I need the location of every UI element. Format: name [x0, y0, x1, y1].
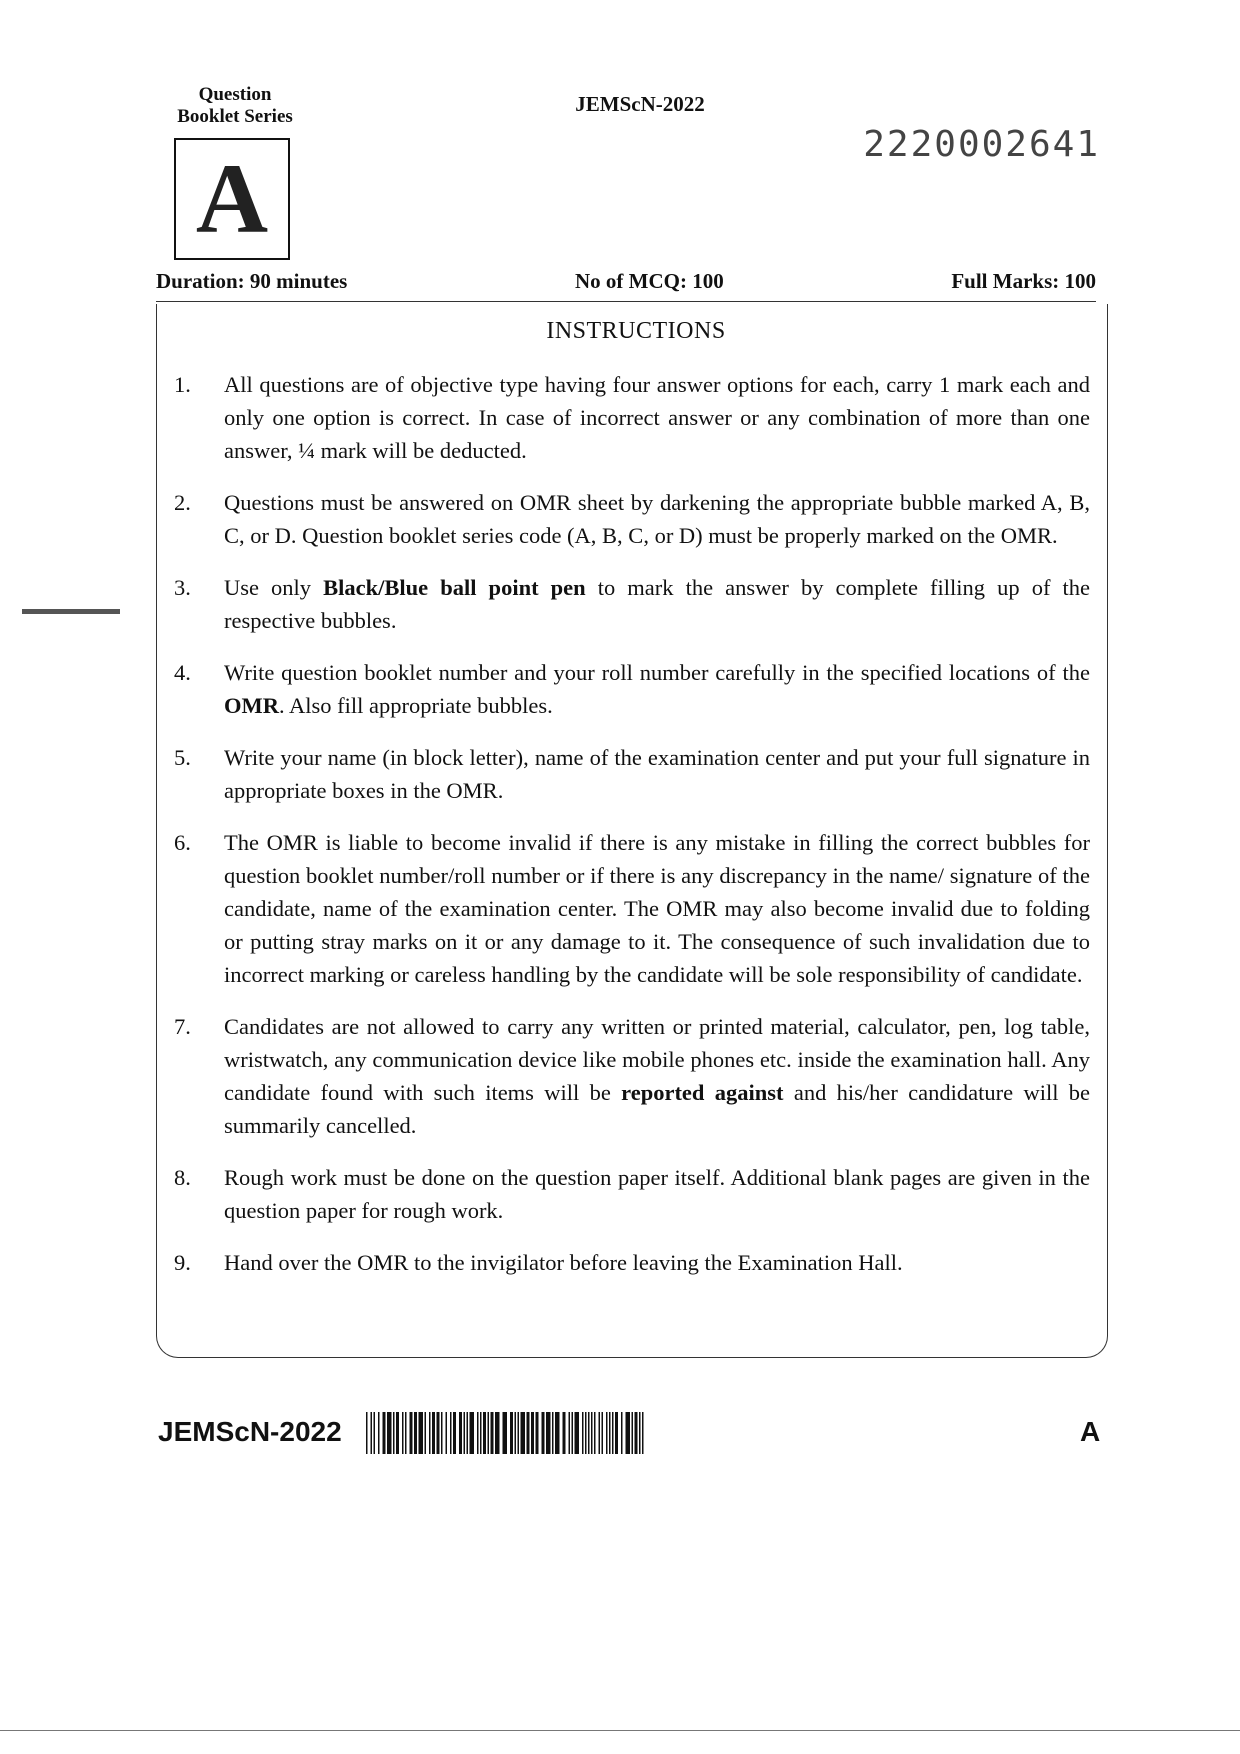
- instruction-item: [174, 741, 1090, 807]
- instruction-item: [174, 1010, 1090, 1142]
- footer-exam-code: JEMScN-2022: [158, 1416, 342, 1447]
- instruction-text: All questions are of objective type having four answer options for each, carry 1 mark each and only one option is correct. In case of incorrect answer or any combination of more than one answer, ¼ mark will be deducted.: [224, 372, 1090, 463]
- instruction-number: 4.: [174, 660, 191, 685]
- instruction-text-part: Write question booklet number and your roll number carefully in the specified locations of the: [224, 660, 1090, 685]
- footer-series-letter: A: [1080, 1416, 1101, 1447]
- header-divider: [156, 301, 1096, 302]
- instruction-number: 6.: [174, 830, 191, 855]
- instruction-text: [224, 656, 1090, 722]
- booklet-series-label: [160, 84, 310, 128]
- instruction-item: [174, 368, 1090, 467]
- exam-code-header: JEMScN-2022: [575, 92, 705, 116]
- instruction-text-part: Candidates are not allowed to carry any written or printed material, calculator, pen, log table, wristwatch, any communication device like mobile phones etc. inside the examination hall. Any candidate found with such items will be: [224, 1014, 1090, 1105]
- instruction-item: [174, 1246, 1090, 1279]
- instruction-text: The OMR is liable to become invalid if there is any mistake in filling the correct bubbles for question booklet number/roll number or if there is any discrepancy in the name/ signature of the candidate, name of the examination center. The OMR may also become invalid due to folding or putting stray marks on it or any damage to it. The consequence of such invalidation due to incorrect marking or careless handling by the candidate will be sole responsibility of candidate.: [224, 830, 1090, 987]
- instruction-text: Rough work must be done on the question paper itself. Additional blank pages are given in the question paper for rough work.: [224, 1165, 1090, 1223]
- duration: Duration: 90 minutes: [156, 268, 348, 293]
- instruction-item: [174, 486, 1090, 552]
- instruction-item: [174, 571, 1090, 637]
- instructions-title: INSTRUCTIONS: [546, 318, 726, 344]
- instruction-text-part: and his/her candidature will be summarily cancelled.: [224, 1080, 1090, 1138]
- full-marks: Full Marks: 100: [951, 268, 1096, 293]
- instruction-number: 2.: [174, 490, 191, 515]
- instruction-number: 5.: [174, 745, 191, 770]
- scan-mark: [22, 609, 120, 614]
- instruction-text: Questions must be answered on OMR sheet by darkening the appropriate bubble marked A, B, C, or D. Question booklet series code (A, B, C, or D) must be properly marked on the OMR.: [224, 490, 1090, 548]
- exam-meta-row: [156, 266, 1096, 296]
- instruction-number: 3.: [174, 575, 191, 600]
- barcode-icon: [366, 1412, 646, 1454]
- page-bottom-rule: [0, 1730, 1240, 1731]
- booklet-series-letter: A: [195, 143, 269, 254]
- instruction-item: [174, 656, 1090, 722]
- instruction-number: 8.: [174, 1165, 191, 1190]
- instruction-text-part: to mark the answer by complete filling up of the respective bubbles.: [224, 575, 1090, 633]
- instruction-number: 9.: [174, 1250, 191, 1275]
- instructions-list: [174, 368, 1090, 1298]
- instruction-text-part: Use only: [224, 575, 324, 600]
- instruction-text: [224, 571, 1090, 637]
- instruction-item: [174, 1161, 1090, 1227]
- mcq-count: No of MCQ: 100: [574, 268, 724, 293]
- instruction-text: [224, 1010, 1090, 1142]
- booklet-series-label-line2: Booklet Series: [177, 106, 293, 127]
- instruction-text-emphasis: reported against: [621, 1080, 784, 1105]
- instruction-text-emphasis: OMR: [224, 693, 279, 718]
- instruction-item: [174, 826, 1090, 991]
- instruction-text: Hand over the OMR to the invigilator before leaving the Examination Hall.: [224, 1250, 903, 1275]
- instruction-text-part: . Also fill appropriate bubbles.: [279, 693, 553, 718]
- instruction-number: 1.: [174, 372, 191, 397]
- booklet-series-label-line1: Question: [198, 84, 272, 105]
- instruction-number: 7.: [174, 1014, 191, 1039]
- instruction-text: Write your name (in block letter), name of the examination center and put your full signature in appropriate boxes in the OMR.: [224, 745, 1090, 803]
- booklet-number: 2220002641: [863, 124, 1100, 165]
- booklet-series-box: [174, 138, 290, 260]
- instruction-text-emphasis: Black/Blue ball point pen: [323, 575, 586, 600]
